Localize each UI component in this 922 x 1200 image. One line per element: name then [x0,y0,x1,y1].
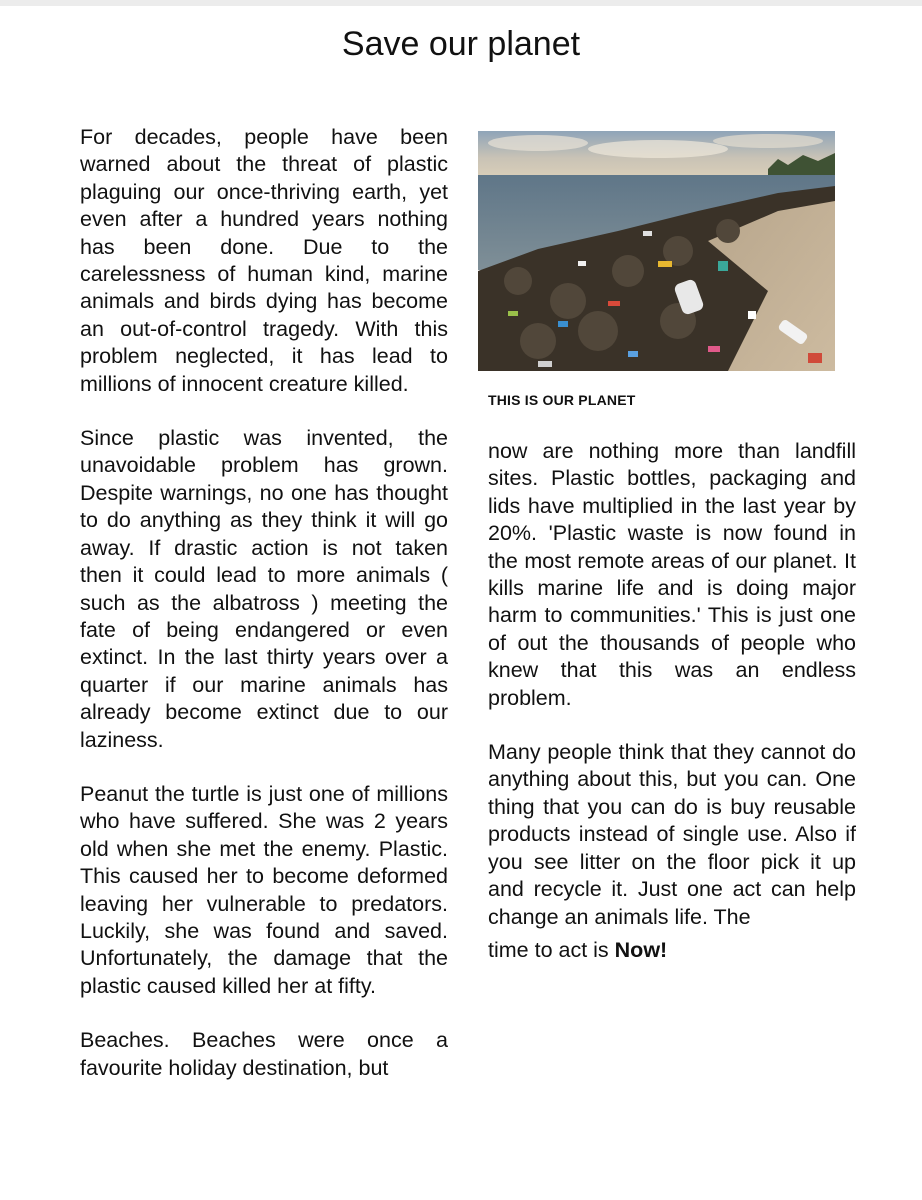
left-column [80,124,448,1109]
image-caption: THIS IS OUR PLANET [488,392,636,408]
closing-text: time to act is [488,937,615,962]
top-edge [0,0,922,6]
closing-line [488,937,856,964]
right-column [488,438,856,991]
paragraph: Since plastic was invented, the unavoidable problem has grown. Despite warnings, no one has thought to do anything as they think it will go away. If drastic action is not taken then it could lead to more animals ( such as the albatross ) meeting the fate of being endangered or even extinct. In the last thirty years over a quarter if our marine animals has already become extinct due to our laziness. [80,426,448,752]
paragraph: For decades, people have been warned about the threat of plastic plaguing our once-thriving earth, yet even after a hundred years nothing has been done. Due to the carelessness of human kind, marine animals and birds dying has become an out-of-control tragedy. With this problem neglected, it has lead to millions of innocent creature killed. [80,125,448,396]
paragraph: Beaches. Beaches were once a favourite holiday destination, but [80,1028,448,1080]
beach-plastic-photo [478,131,835,371]
paragraph: Many people think that they cannot do anything about this, but you can. One thing that you can do is buy reusable products instead of single use. Also if you see litter on the floor pick it up and recycle it. Just one act can help change an animals life. The [488,740,856,929]
paragraph: now are nothing more than landfill sites. Plastic bottles, packaging and lids have multiplied in the last year by 20%. 'Plastic waste is now found in the most remote areas of our planet. It kills marine life and is doing major harm to communities.' This is just one of out the thousands of people who knew that this was an endless problem. [488,439,856,710]
page-title: Save our planet [341,25,581,63]
paragraph: Peanut the turtle is just one of millions who have suffered. She was 2 years old when she met the enemy. Plastic. This caused her to become deformed leaving her vulnerable to predators. Luckily, she was found and saved. Unfortunately, the damage that the plastic caused killed her at fifty. [80,781,448,998]
closing-emphasis: Now! [614,937,668,962]
